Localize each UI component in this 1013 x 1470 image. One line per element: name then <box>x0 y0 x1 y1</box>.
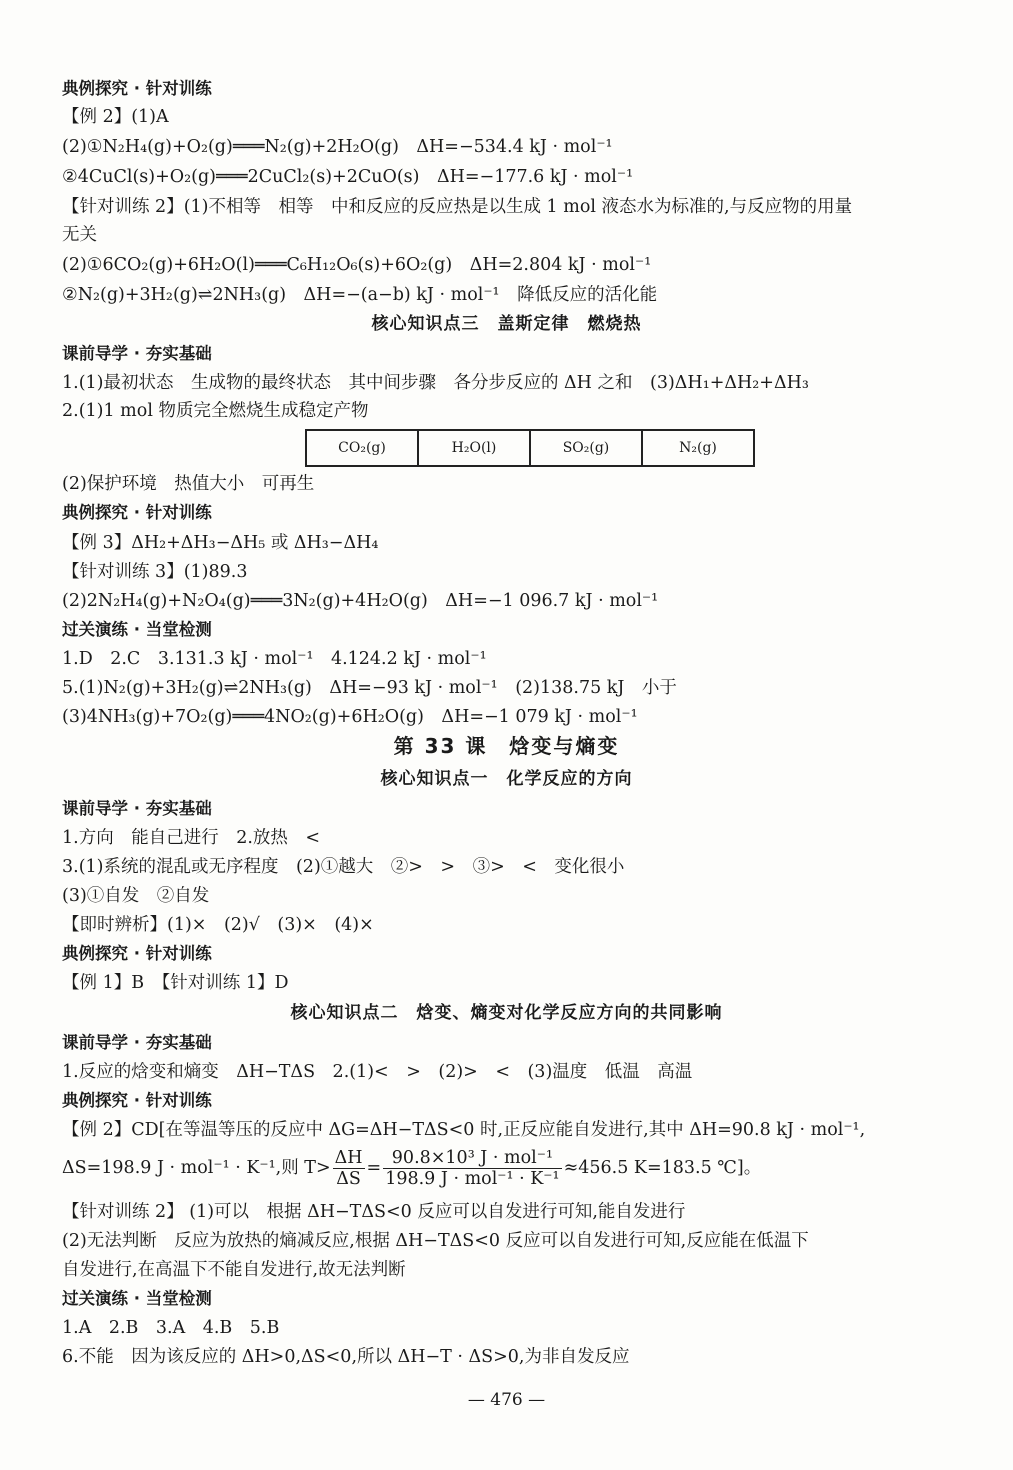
answer-line: 6.不能 因为该反应的 ΔH>0,ΔS<0,所以 ΔH−T · ΔS>0,为非自发反应 <box>62 1347 630 1367</box>
table-cell: SO₂(g) <box>530 430 642 466</box>
answer-line: 【针对训练 2】 (1)可以 根据 ΔH−TΔS<0 反应可以自发进行可知,能自发进行 <box>62 1202 686 1222</box>
answer-line: (2)无法判断 反应为放热的熵减反应,根据 ΔH−TΔS<0 反应可以自发进行可知,反应能在低温下 <box>62 1231 809 1251</box>
answer-line: (2)①6CO₂(g)+6H₂O(l)═══C₆H₁₂O₆(s)+6O₂(g) ΔH=2.804 kJ · mol⁻¹ <box>62 255 652 275</box>
answer-line: 1.反应的焓变和熵变 ΔH−TΔS 2.(1)< > (2)> < (3)温度 低温 高温 <box>62 1062 693 1082</box>
formula-text: ΔS=198.9 J · mol⁻¹ · K⁻¹,则 T> <box>62 1158 331 1178</box>
section-heading: 过关演练 · 当堂检测 <box>62 620 212 639</box>
section-heading: 典例探究 · 针对训练 <box>62 503 212 522</box>
table-cell: H₂O(l) <box>418 430 530 466</box>
knowledge-point-heading: 核心知识点一 化学反应的方向 <box>380 769 633 789</box>
equals-sign: = <box>366 1158 382 1178</box>
section-heading: 过关演练 · 当堂检测 <box>62 1289 212 1308</box>
section-heading: 典例探究 · 针对训练 <box>62 1091 212 1110</box>
answer-line: ②N₂(g)+3H₂(g)⇌2NH₃(g) ΔH=−(a−b) kJ · mol⁻¹ 降低反应的活化能 <box>62 285 658 305</box>
fraction-denominator: 198.9 J · mol⁻¹ · K⁻¹ <box>385 1169 560 1189</box>
section-heading: 课前导学 · 夯实基础 <box>62 799 212 818</box>
answer-line: 【例 1】B 【针对训练 1】D <box>62 973 289 993</box>
fraction-denominator: ΔS <box>336 1169 361 1189</box>
section-heading: 典例探究 · 针对训练 <box>62 79 212 98</box>
answer-line: 【即时辨析】(1)× (2)√ (3)× (4)× <box>62 915 374 935</box>
answer-line: (3)4NH₃(g)+7O₂(g)═══4NO₂(g)+6H₂O(g) ΔH=−1 079 kJ · mol⁻¹ <box>62 707 638 727</box>
formula-text: ≈456.5 K=183.5 ℃]。 <box>563 1158 762 1178</box>
answer-line: 5.(1)N₂(g)+3H₂(g)⇌2NH₃(g) ΔH=−93 kJ · mol⁻¹ (2)138.75 kJ 小于 <box>62 678 677 698</box>
answer-line: 1.方向 能自己进行 2.放热 < <box>62 828 321 848</box>
answer-line: 2.(1)1 mol 物质完全燃烧生成稳定产物 <box>62 401 369 421</box>
answer-line: 1.D 2.C 3.131.3 kJ · mol⁻¹ 4.124.2 kJ · mol⁻¹ <box>62 649 487 669</box>
products-table <box>305 429 755 467</box>
table-cell: N₂(g) <box>642 430 754 466</box>
knowledge-point-heading: 核心知识点二 焓变、熵变对化学反应方向的共同影响 <box>290 1003 723 1023</box>
section-heading: 课前导学 · 夯实基础 <box>62 344 212 363</box>
answer-line: (2)2N₂H₄(g)+N₂O₄(g)═══3N₂(g)+4H₂O(g) ΔH=−1 096.7 kJ · mol⁻¹ <box>62 591 659 611</box>
lesson-title: 第 33 课 焓变与熵变 <box>393 734 620 758</box>
answer-line: 【针对训练 3】(1)89.3 <box>62 562 248 582</box>
answer-line: 3.(1)系统的混乱或无序程度 (2)①越大 ②> > ③> < 变化很小 <box>62 857 625 877</box>
formula-line <box>62 1146 761 1190</box>
table-cell: CO₂(g) <box>306 430 418 466</box>
section-heading: 课前导学 · 夯实基础 <box>62 1033 212 1052</box>
answer-line: 【针对训练 2】(1)不相等 相等 中和反应的反应热是以生成 1 mol 液态水为标准的,与反应物的用量 <box>62 197 853 217</box>
answer-line: 自发进行,在高温下不能自发进行,故无法判断 <box>62 1260 406 1280</box>
answer-line: 1.A 2.B 3.A 4.B 5.B <box>62 1318 280 1338</box>
knowledge-point-heading: 核心知识点三 盖斯定律 燃烧热 <box>371 314 642 334</box>
page-number: — 476 — <box>467 1390 546 1410</box>
answer-line: (3)①自发 ②自发 <box>62 886 210 906</box>
answer-line: 【例 2】(1)A <box>62 107 169 127</box>
fraction-values <box>383 1148 561 1189</box>
answer-line: 无关 <box>62 225 97 245</box>
answer-line: ②4CuCl(s)+O₂(g)═══2CuCl₂(s)+2CuO(s) ΔH=−177.6 kJ · mol⁻¹ <box>62 167 634 187</box>
fraction-numerator: 90.8×10³ J · mol⁻¹ <box>383 1148 561 1169</box>
fraction-numerator: ΔH <box>334 1148 363 1168</box>
answer-line: (2)保护环境 热值大小 可再生 <box>62 474 315 494</box>
fraction-delta <box>333 1148 365 1189</box>
answer-line: 【例 3】ΔH₂+ΔH₃−ΔH₅ 或 ΔH₃−ΔH₄ <box>62 533 379 553</box>
section-heading: 典例探究 · 针对训练 <box>62 944 212 963</box>
answer-line: 【例 2】CD[在等温等压的反应中 ΔG=ΔH−TΔS<0 时,正反应能自发进行,其中 ΔH=90.8 kJ · mol⁻¹, <box>62 1120 866 1140</box>
answer-line: 1.(1)最初状态 生成物的最终状态 其中间步骤 各分步反应的 ΔH 之和 (3)ΔH₁+ΔH₂+ΔH₃ <box>62 373 809 393</box>
answer-line: (2)①N₂H₄(g)+O₂(g)═══N₂(g)+2H₂O(g) ΔH=−534.4 kJ · mol⁻¹ <box>62 137 613 157</box>
